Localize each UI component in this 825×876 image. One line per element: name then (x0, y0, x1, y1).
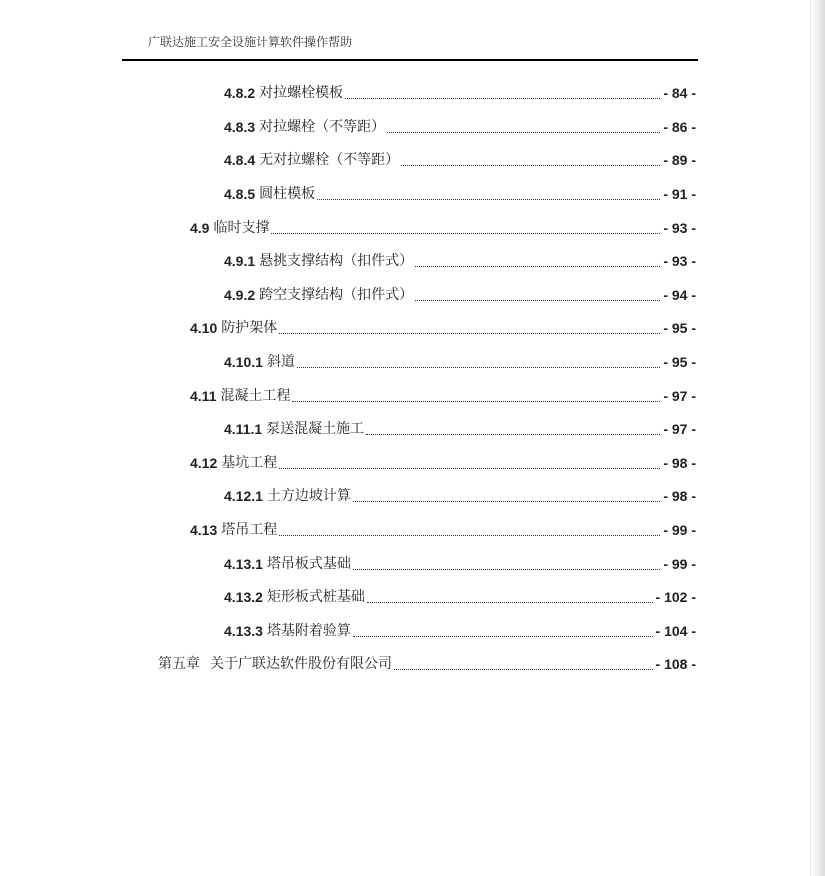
toc-dot-leader (353, 569, 660, 570)
toc-entry-number: 第五章 (158, 656, 200, 672)
toc-entry-title: 矩形板式桩基础 (266, 589, 365, 605)
toc-entry-number: 4.8.2 (224, 85, 256, 101)
toc-entry-4-11-1[interactable] (224, 419, 696, 439)
toc-entry-4-11[interactable] (190, 386, 696, 406)
toc-entry-number: 4.10.1 (224, 354, 263, 370)
toc-entry-title: 对拉螺栓（不等距） (259, 119, 386, 135)
toc-entry-number: 4.11.1 (224, 421, 263, 437)
toc-dot-leader (292, 401, 660, 402)
toc-entry-4-12-1[interactable] (224, 486, 696, 506)
toc-entry-title: 圆柱模板 (259, 186, 316, 202)
toc-entry-title: 斜道 (266, 354, 295, 370)
toc-dot-leader (353, 501, 660, 502)
toc-entry-page: - 102 - (655, 589, 696, 605)
toc-dot-leader (401, 165, 660, 166)
toc-entry-title: 跨空支撑结构（扣件式） (259, 287, 414, 303)
toc-entry-title: 土方边坡计算 (266, 488, 351, 504)
toc-entry-4-13[interactable] (190, 520, 696, 540)
toc-entry-number: 4.9.1 (224, 253, 256, 269)
toc-entry-4-8-2[interactable] (224, 83, 696, 103)
toc-entry-number: 4.13 (190, 522, 218, 538)
toc-entry-4-8-5[interactable] (224, 184, 696, 204)
toc-entry-number: 4.12 (190, 455, 218, 471)
toc-entry-page: - 104 - (655, 623, 696, 639)
toc-dot-leader (271, 233, 660, 234)
toc-entry-title: 塔基附着验算 (266, 623, 351, 639)
toc-entry-title: 泵送混凝土施工 (266, 421, 365, 437)
toc-dot-leader (387, 132, 660, 133)
toc-entry-title: 对拉螺栓模板 (259, 85, 344, 101)
toc-entry-title: 关于广联达软件股份有限公司 (210, 656, 392, 672)
toc-entry-4-9-2[interactable] (224, 285, 696, 305)
toc-dot-leader (297, 367, 660, 368)
toc-entry-title: 塔吊板式基础 (266, 556, 351, 572)
toc-entry-page: - 99 - (663, 522, 696, 538)
toc-entry-page: - 93 - (663, 220, 696, 236)
toc-dot-leader (279, 535, 660, 536)
toc-entry-4-13-3[interactable] (224, 621, 696, 641)
toc-entry-page: - 95 - (663, 320, 696, 336)
toc-dot-leader (415, 266, 660, 267)
toc-entry-page: - 97 - (663, 421, 696, 437)
toc-entry-page: - 94 - (663, 287, 696, 303)
toc-dot-leader (367, 602, 653, 603)
toc-entry-number: 4.8.3 (224, 119, 256, 135)
toc-entry-number: 4.11 (190, 388, 217, 404)
toc-entry-page: - 98 - (663, 455, 696, 471)
toc-entry-number: 4.8.4 (224, 152, 256, 168)
header-divider (122, 59, 698, 61)
toc-entry-title: 塔吊工程 (221, 522, 278, 538)
toc-entry-page: - 86 - (663, 119, 696, 135)
toc-entry-page: - 108 - (655, 656, 696, 672)
toc-entry-4-13-2[interactable] (224, 587, 696, 607)
toc-entry-page: - 97 - (663, 388, 696, 404)
toc-entry-number: 4.9 (190, 220, 210, 236)
toc-entry-title: 无对拉螺栓（不等距） (259, 152, 400, 168)
toc-entry-page: - 99 - (663, 556, 696, 572)
toc-dot-leader (415, 300, 660, 301)
page-edge-shadow (810, 0, 825, 876)
toc-dot-leader (317, 199, 660, 200)
toc-entry-number: 4.9.2 (224, 287, 256, 303)
toc-entry-title: 临时支撑 (213, 220, 270, 236)
toc-entry-title: 基坑工程 (221, 455, 278, 471)
toc-entry-page: - 84 - (663, 85, 696, 101)
toc-entry-page: - 98 - (663, 488, 696, 504)
toc-entry-number: 4.13.1 (224, 556, 263, 572)
toc-entry-page: - 93 - (663, 253, 696, 269)
toc-entry-4-10-1[interactable] (224, 352, 696, 372)
toc-entry-number: 4.13.2 (224, 589, 263, 605)
page-header-title: 广联达施工安全设施计算软件操作帮助 (148, 35, 353, 49)
toc-entry-page: - 91 - (663, 186, 696, 202)
toc-entry-page: - 95 - (663, 354, 696, 370)
toc-entry-4-8-4[interactable] (224, 150, 696, 170)
toc-entry-4-13-1[interactable] (224, 554, 696, 574)
toc-dot-leader (394, 669, 653, 670)
toc-dot-leader (279, 333, 660, 334)
toc-entry-page: - 89 - (663, 152, 696, 168)
toc-entry-number: 4.10 (190, 320, 218, 336)
toc-entry-number: 4.8.5 (224, 186, 256, 202)
toc-entry-title: 悬挑支撑结构（扣件式） (259, 253, 414, 269)
toc-entry-chapter-5[interactable] (158, 654, 696, 674)
toc-dot-leader (353, 636, 653, 637)
toc-dot-leader (366, 434, 660, 435)
toc-entry-4-9[interactable] (190, 218, 696, 238)
toc-entry-4-12[interactable] (190, 453, 696, 473)
toc-entry-number: 4.13.3 (224, 623, 263, 639)
toc-entry-title: 防护架体 (221, 320, 278, 336)
toc-entry-4-9-1[interactable] (224, 251, 696, 271)
toc-dot-leader (279, 468, 660, 469)
toc-entry-4-10[interactable] (190, 318, 696, 338)
toc-entry-number: 4.12.1 (224, 488, 263, 504)
toc-entry-title: 混凝土工程 (220, 388, 291, 404)
toc-entry-4-8-3[interactable] (224, 117, 696, 137)
toc-dot-leader (345, 98, 660, 99)
